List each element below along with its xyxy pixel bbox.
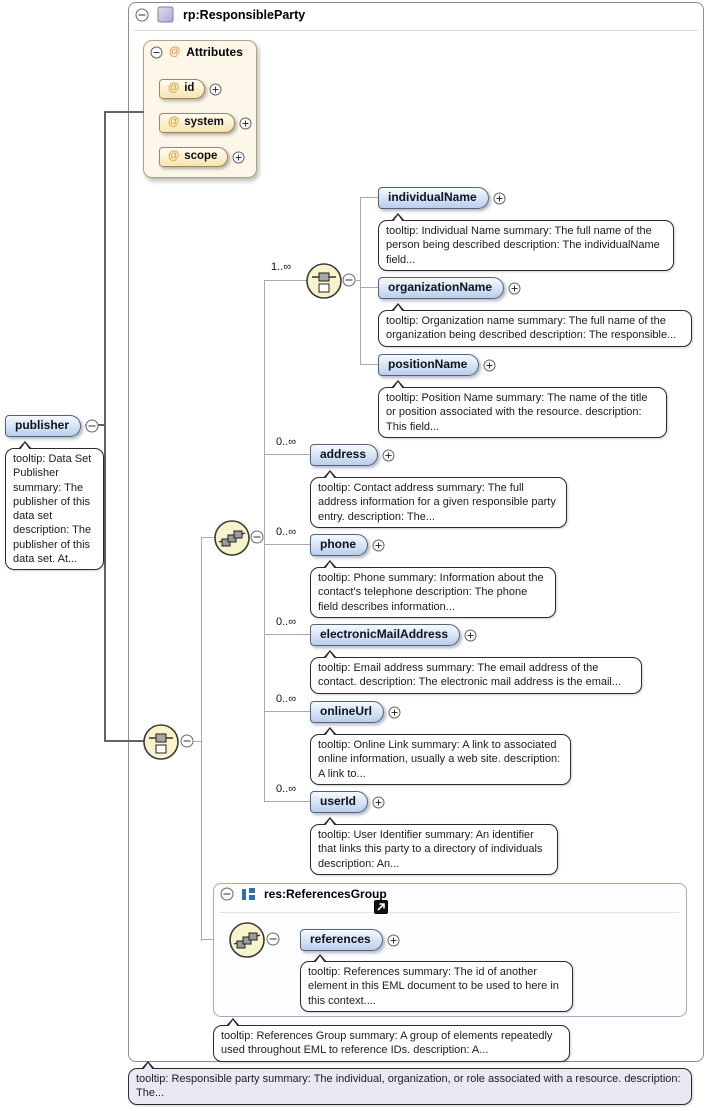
complex-type-icon (157, 6, 175, 24)
userId-tooltip: tooltip: User Identifier summary: An identifier that links this party to a directory of individuals description: An... (310, 824, 558, 875)
connector (360, 198, 361, 365)
phone-row (310, 534, 385, 556)
expand-icon[interactable] (493, 192, 506, 205)
connector (201, 537, 215, 538)
connector (104, 111, 106, 742)
element-individualName[interactable]: individualName (378, 187, 489, 209)
expand-icon[interactable] (483, 359, 496, 372)
publisher-tooltip: tooltip: Data Set Publisher summary: The publisher of this data set description: The publisher of this data set. At... (5, 448, 104, 570)
cardinality-label: 0..∞ (276, 783, 297, 795)
choice-icon[interactable] (143, 724, 180, 761)
collapse-icon[interactable] (266, 932, 280, 946)
expand-icon[interactable] (372, 539, 385, 552)
attribute-row-scope (159, 147, 245, 167)
element-onlineUrl[interactable]: onlineUrl (310, 701, 384, 723)
attribute-row-system (159, 113, 252, 133)
group-icon (241, 886, 257, 902)
electronicMailAddress-tooltip: tooltip: Email address summary: The email address of the contact. description: The electronic mail address is the email... (310, 657, 642, 694)
cardinality-label: 0..∞ (276, 693, 297, 705)
userId-row (310, 791, 385, 813)
collapse-icon[interactable] (85, 419, 99, 433)
element-positionName[interactable]: positionName (378, 354, 479, 376)
element-publisher[interactable]: publisher (5, 415, 81, 437)
expand-icon[interactable] (372, 796, 385, 809)
connector (360, 287, 378, 288)
element-references[interactable]: references (300, 929, 383, 951)
attribute-row-id (159, 79, 222, 99)
element-phone[interactable]: phone (310, 534, 368, 556)
expand-icon[interactable] (388, 706, 401, 719)
positionName-tooltip: tooltip: Position Name summary: The name of the title or position associated with the resource. description: This field... (378, 387, 667, 438)
connector (264, 280, 307, 281)
connector (264, 544, 310, 545)
collapse-icon[interactable] (342, 273, 356, 287)
expand-icon[interactable] (508, 282, 521, 295)
at-icon: @ (168, 150, 180, 162)
connector (104, 111, 144, 113)
at-icon: @ (168, 116, 180, 128)
collapse-icon[interactable] (250, 530, 264, 544)
element-electronicMailAddress[interactable]: electronicMailAddress (310, 624, 460, 646)
expand-icon[interactable] (209, 83, 222, 96)
attribute-system[interactable] (159, 113, 235, 133)
collapse-icon[interactable] (180, 734, 194, 748)
expand-icon[interactable] (387, 934, 400, 947)
individualName-row (378, 187, 506, 209)
onlineUrl-row (310, 701, 401, 723)
phone-tooltip: tooltip: Phone summary: Information about the contact's telephone description: The phone field describes information... (310, 567, 556, 618)
address-tooltip: tooltip: Contact address summary: The full address information for a given responsible party entry. description: The... (310, 477, 567, 528)
collapse-icon[interactable] (135, 8, 149, 22)
electronicMailAddress-row (310, 624, 477, 646)
connector (264, 454, 310, 455)
connector (264, 711, 310, 712)
attribute-id[interactable] (159, 79, 205, 99)
element-userId[interactable]: userId (310, 791, 368, 813)
collapse-icon[interactable] (150, 46, 163, 59)
at-icon: @ (169, 46, 181, 58)
references-tooltip: tooltip: References summary: The id of another element in this EML document to be used to here in this context.... (300, 961, 573, 1012)
attribute-label: system (184, 116, 224, 128)
references-group-header (220, 886, 387, 902)
cardinality-label: 0..∞ (276, 526, 297, 538)
responsible-party-title: rp:ResponsibleParty (183, 8, 306, 22)
positionName-row (378, 354, 496, 376)
responsible-party-header (135, 6, 305, 24)
collapse-icon[interactable] (220, 887, 234, 901)
connector (264, 801, 310, 802)
connector (201, 538, 202, 941)
expand-icon[interactable] (382, 449, 395, 462)
references-group-tooltip: tooltip: References Group summary: A group of elements repeatedly used throughout EML to reference IDs. description: A... (213, 1025, 570, 1062)
connector (264, 634, 310, 635)
connector (104, 740, 144, 742)
attribute-scope[interactable] (159, 147, 228, 167)
expand-icon[interactable] (239, 117, 252, 130)
organizationName-row (378, 277, 521, 299)
organizationName-tooltip: tooltip: Organization name summary: The full name of the organization being described description: The responsible... (378, 310, 692, 347)
attributes-title: Attributes (186, 45, 243, 59)
jump-to-definition-icon[interactable] (374, 900, 388, 914)
group-header-divider (219, 912, 679, 913)
cardinality-label: 0..∞ (276, 616, 297, 628)
connector (360, 364, 378, 365)
address-row (310, 444, 395, 466)
publisher-row (5, 415, 99, 437)
onlineUrl-tooltip: tooltip: Online Link summary: A link to associated online information, usually a web site. description: A link to... (310, 734, 571, 785)
choice-icon[interactable] (306, 263, 343, 300)
references-group-title: res:ReferencesGroup (264, 887, 387, 901)
responsible-party-tooltip: tooltip: Responsible party summary: The individual, organization, or role associated with a resource. description: The... (128, 1068, 692, 1105)
individualName-tooltip: tooltip: Individual Name summary: The full name of the person being described description: The individualName field... (378, 220, 674, 271)
cardinality-label: 0..∞ (276, 436, 297, 448)
attributes-header (150, 45, 243, 59)
header-divider (134, 30, 698, 31)
expand-icon[interactable] (232, 151, 245, 164)
cardinality-label: 1..∞ (271, 261, 292, 273)
element-address[interactable]: address (310, 444, 378, 466)
attribute-label: scope (184, 150, 218, 162)
element-organizationName[interactable]: organizationName (378, 277, 504, 299)
connector (360, 197, 378, 198)
sequence-icon[interactable] (229, 922, 266, 959)
sequence-icon[interactable] (214, 520, 251, 557)
references-row (300, 929, 400, 951)
at-icon: @ (168, 82, 180, 94)
connector (264, 281, 265, 802)
expand-icon[interactable] (464, 629, 477, 642)
attribute-label: id (184, 82, 195, 94)
